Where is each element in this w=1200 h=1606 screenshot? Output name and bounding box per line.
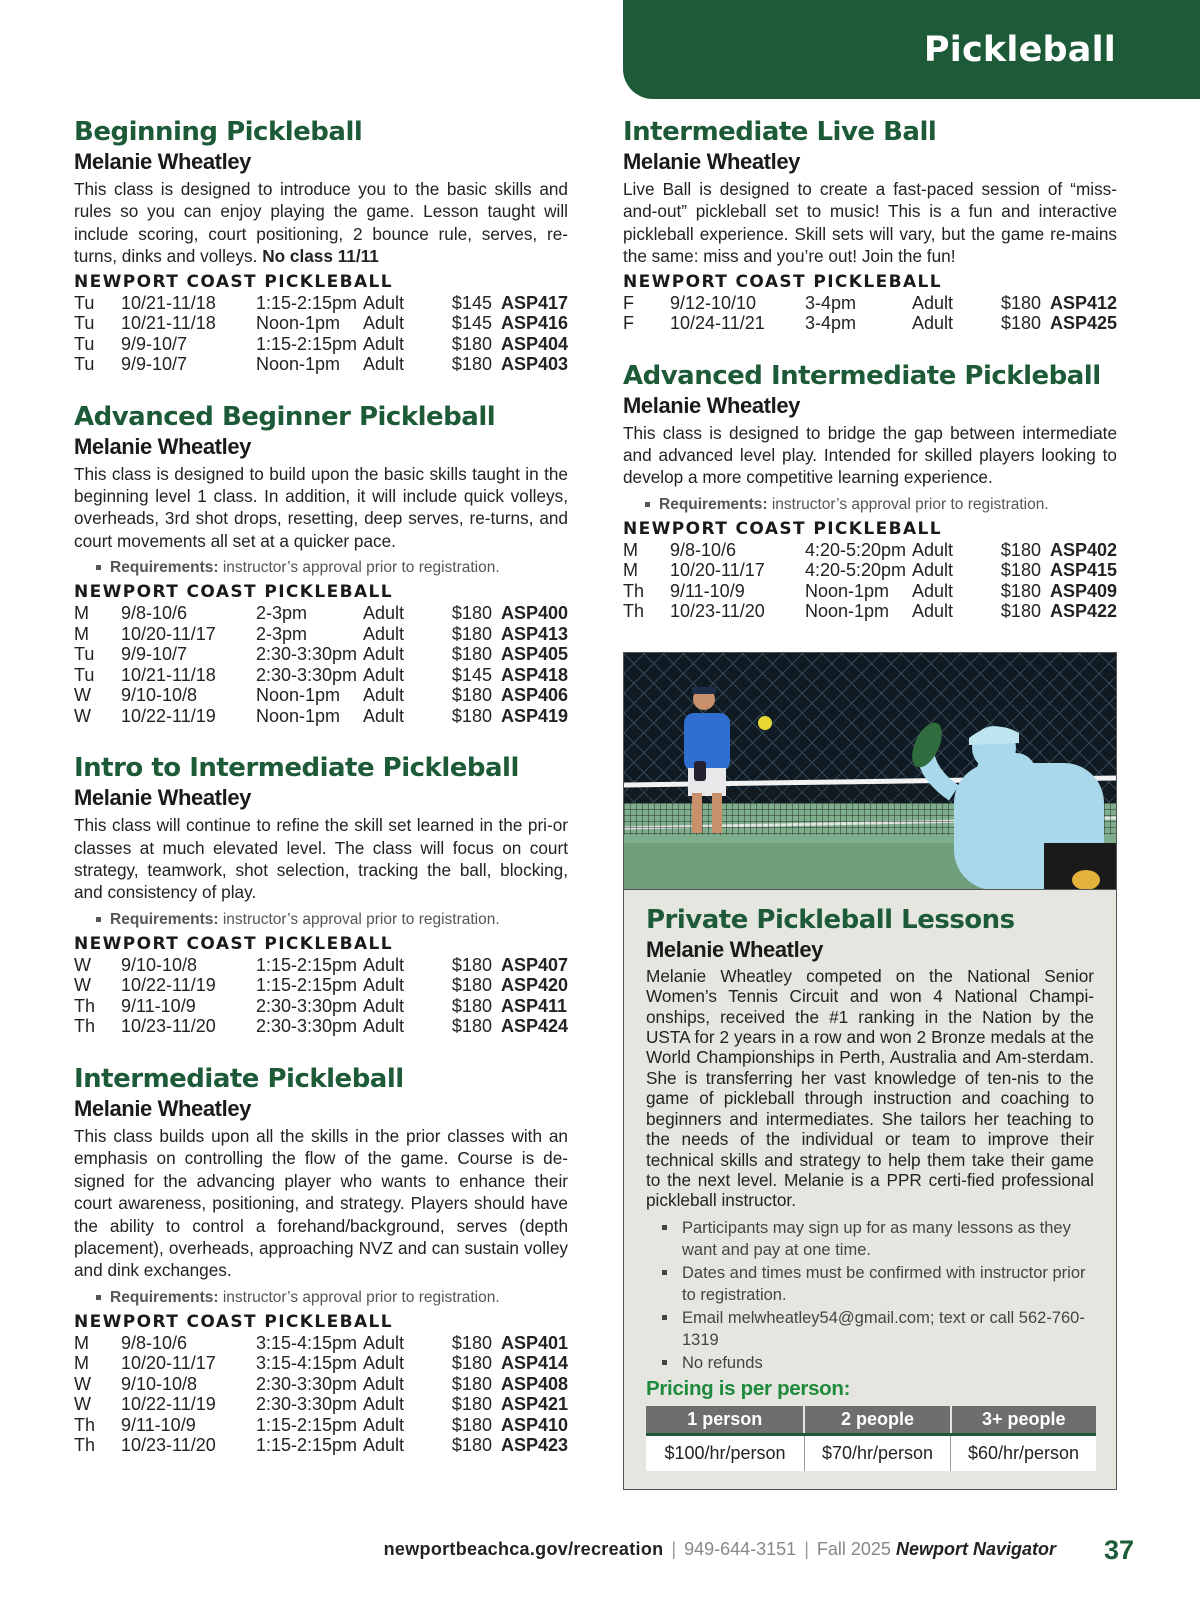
session-time: 3-4pm [804,313,856,334]
session-day: Tu [74,292,95,313]
requirements-note [98,558,568,578]
course-title: Intermediate Pickleball [74,1063,404,1094]
private-lessons-bullet: No refunds [660,1352,1094,1375]
session-day: W [74,685,91,706]
private-lessons-title: Private Pickleball Lessons [646,904,1015,935]
session-age: Adult [362,685,404,706]
session-dates: 9/9-10/7 [120,354,188,375]
session-code: ASP401 [500,1332,568,1353]
footer-separator: | [804,1539,809,1559]
session-time: Noon-1pm [255,354,341,375]
page-number: 37 [1103,1535,1134,1565]
requirements-label: Requirements: [110,1288,219,1306]
schedule-row [623,601,1117,622]
session-code: ASP419 [500,705,568,726]
schedule-row [74,1415,568,1436]
requirements-note [98,1288,568,1308]
session-age: Adult [362,995,404,1016]
session-fee: $180 [451,705,492,726]
schedule-row [623,313,1117,334]
instructor-name: Melanie Wheatley [74,433,251,459]
requirements-note [647,495,1117,515]
private-lessons-bullet: Dates and times must be confirmed with instructor prior to registration. [660,1262,1094,1307]
session-fee: $180 [451,354,492,375]
session-code: ASP424 [500,1016,568,1037]
session-day: Tu [74,354,95,375]
footer-website-link[interactable]: newportbeachca.gov/recreation [383,1539,664,1559]
session-fee: $180 [451,975,492,996]
course-description [74,463,568,553]
right-column [623,116,1117,1490]
session-age: Adult [911,580,953,601]
session-code: ASP407 [500,954,568,975]
session-day: M [74,623,89,644]
schedule-row [74,1435,568,1456]
session-time: Noon-1pm [804,580,890,601]
description-text: This class will continue to refine the skill set learned in the pri-or classes at much elevated level. The class will focus on court strategy, teamwork, shot selection, tracking the ball, blocking, and consistency of play. [74,815,568,903]
pricing-value: $60/hr/person [951,1434,1096,1471]
schedule-table [74,603,568,726]
session-fee: $145 [451,292,492,313]
session-fee: $180 [1000,560,1041,581]
requirements-label: Requirements: [659,495,768,513]
session-fee: $180 [451,1394,492,1415]
course-title: Intermediate Live Ball [623,117,937,147]
requirements-note [98,910,568,930]
course-description [74,814,568,904]
pricing-header: 2 people [804,1406,950,1434]
session-fee: $180 [451,995,492,1016]
session-code: ASP406 [500,685,568,706]
footer-magazine: Newport Navigator [895,1539,1056,1559]
session-age: Adult [362,292,404,313]
location-heading: NEWPORT COAST PICKLEBALL [74,271,393,292]
pricing-title: Pricing is per person: [646,1377,851,1401]
session-time: 1:15-2:15pm [255,1435,358,1456]
session-time: Noon-1pm [804,601,890,622]
session-fee: $180 [451,954,492,975]
session-dates: 10/22-11/19 [120,1394,216,1415]
course-section [74,752,568,1037]
session-day: M [74,1353,89,1374]
private-lessons-instructor: Melanie Wheatley [646,936,823,962]
session-dates: 10/23-11/20 [120,1016,216,1037]
session-fee: $180 [451,333,492,354]
session-code: ASP409 [1049,580,1117,601]
session-fee: $180 [451,1353,492,1374]
course-description [74,1125,568,1282]
session-code: ASP421 [500,1394,568,1415]
course-title: Advanced Intermediate Pickleball [623,360,1101,391]
session-age: Adult [362,1353,404,1374]
session-code: ASP412 [1049,292,1117,313]
session-dates: 10/21-11/18 [120,292,216,313]
session-time: Noon-1pm [255,705,341,726]
private-lessons-bullet: Participants may sign up for as many lessons as they want and pay at one time. [660,1217,1094,1262]
session-dates: 9/8-10/6 [120,1332,188,1353]
instructor-name: Melanie Wheatley [74,149,251,174]
session-time: 2:30-3:30pm [255,644,358,665]
schedule-table [623,293,1117,334]
schedule-row [74,975,568,996]
session-age: Adult [362,1435,404,1456]
course-description [623,178,1117,268]
session-dates: 10/21-11/18 [120,313,216,334]
left-column [74,116,568,1482]
description-text: Live Ball is designed to create a fast-paced session of “miss-and-out” pickleball set to music! This is a fun and interactive pickleball experience. Skill sets will vary, but the game re-mains the same: miss and you’re out! Join the fun! [623,179,1117,267]
session-time: Noon-1pm [255,313,341,334]
session-age: Adult [362,954,404,975]
schedule-row [74,665,568,686]
session-time: 4:20-5:20pm [804,560,907,581]
requirements-text: instructor’s approval prior to registration. [771,495,1049,513]
session-code: ASP422 [1049,601,1117,622]
schedule-table [74,955,568,1037]
session-day: Tu [74,644,95,665]
schedule-row [74,1016,568,1037]
course-section [74,116,568,375]
session-dates: 9/11-10/9 [120,1414,196,1435]
session-code: ASP403 [500,354,568,375]
page-footer [0,1535,1200,1565]
session-day: Tu [74,313,95,334]
footer-season: Fall 2025 [816,1539,891,1559]
instructor-name: Melanie Wheatley [74,785,251,811]
session-day: W [74,705,91,726]
session-age: Adult [362,705,404,726]
pricing-value: $70/hr/person [804,1434,950,1471]
session-age: Adult [362,975,404,996]
session-dates: 9/10-10/8 [120,685,198,706]
instructor-name: Melanie Wheatley [623,392,800,418]
session-fee: $180 [1000,580,1041,601]
schedule-row [74,644,568,665]
session-time: 2:30-3:30pm [255,664,358,685]
session-dates: 9/9-10/7 [120,333,188,354]
pricing-header: 1 person [646,1406,804,1434]
session-code: ASP402 [1049,539,1117,560]
session-code: ASP416 [500,313,568,334]
session-day: Th [623,580,645,601]
session-age: Adult [362,1332,404,1353]
section-header-tab [623,0,1200,99]
session-dates: 9/8-10/6 [669,539,737,560]
pricing-value: $100/hr/person [646,1434,804,1471]
session-day: W [74,1373,91,1394]
schedule-table [74,1333,568,1456]
schedule-row [74,1333,568,1354]
session-dates: 10/20-11/17 [669,560,765,581]
description-text: This class builds upon all the skills in the prior classes with an emphasis on controlling the flow of the game. Course is de-signed for the advancing player who wants to enhance their court awareness, positioning, and strategy. Players should have the ability to control a forehand/background, serves (depth placement), overheads, approaching NVZ and can sustain volley and dink exchanges. [74,1125,568,1281]
location-heading: NEWPORT COAST PICKLEBALL [623,518,942,539]
schedule-row [623,293,1117,314]
session-day: W [74,975,91,996]
schedule-row [74,354,568,375]
session-age: Adult [911,313,953,334]
session-code: ASP400 [500,603,568,624]
session-day: Th [74,995,96,1016]
session-fee: $145 [451,313,492,334]
requirements-text: instructor’s approval prior to registration. [222,1288,500,1306]
session-age: Adult [362,664,404,685]
session-age: Adult [362,1373,404,1394]
session-dates: 10/23-11/20 [120,1435,216,1456]
instructor-name: Melanie Wheatley [74,1095,251,1121]
schedule-table [74,293,568,375]
footer-separator: | [671,1539,677,1559]
session-age: Adult [911,560,953,581]
schedule-row [623,581,1117,602]
session-dates: 10/23-11/20 [669,601,765,622]
private-lessons-box [623,889,1117,1490]
session-fee: $180 [451,1435,492,1456]
schedule-row [74,1353,568,1374]
schedule-row [74,313,568,334]
description-text: This class is designed to introduce you to the basic skills and rules so you can enjoy playing the game. Lesson taught will include scoring, court positioning, 2 bounce rule, serves, re-turns, dinks and volleys. [74,179,568,267]
session-code: ASP404 [500,333,568,354]
session-day: F [623,292,634,313]
pricing-header: 3+ people [951,1406,1096,1434]
session-day: W [74,954,91,975]
session-fee: $180 [1000,539,1041,560]
session-time: 1:15-2:15pm [255,1414,358,1435]
session-code: ASP405 [500,644,568,665]
session-dates: 9/9-10/7 [120,644,188,665]
session-day: W [74,1394,91,1415]
session-time: 2:30-3:30pm [255,1016,358,1037]
session-age: Adult [911,601,953,622]
session-code: ASP418 [500,664,568,685]
session-time: 2:30-3:30pm [255,1394,358,1415]
session-age: Adult [911,539,953,560]
session-fee: $180 [451,1332,492,1353]
session-age: Adult [362,354,404,375]
schedule-row [74,996,568,1017]
location-heading: NEWPORT COAST PICKLEBALL [74,933,393,954]
session-time: Noon-1pm [255,685,341,706]
session-time: 1:15-2:15pm [255,333,358,354]
session-dates: 10/20-11/17 [120,1353,216,1374]
session-dates: 9/12-10/10 [669,292,757,313]
course-section [623,360,1117,622]
course-description [74,178,568,268]
session-dates: 10/22-11/19 [120,705,216,726]
course-title: Advanced Beginner Pickleball [74,401,496,432]
session-time: 2-3pm [255,603,307,624]
session-code: ASP413 [500,623,568,644]
schedule-row [74,706,568,727]
footer-phone: 949-644-3151 [684,1539,797,1559]
session-dates: 10/21-11/18 [120,664,216,685]
section-title: Pickleball [923,30,1116,70]
course-description [623,422,1117,489]
session-age: Adult [362,333,404,354]
instructor-name: Melanie Wheatley [623,149,800,174]
session-fee: $180 [1000,292,1041,313]
session-time: 3:15-4:15pm [255,1332,358,1353]
schedule-table [623,540,1117,622]
session-code: ASP417 [500,292,568,313]
session-day: Th [623,601,645,622]
session-age: Adult [362,603,404,624]
schedule-row [74,334,568,355]
session-dates: 9/8-10/6 [120,603,188,624]
session-fee: $180 [451,603,492,624]
session-time: 1:15-2:15pm [255,975,358,996]
schedule-row [74,293,568,314]
session-day: M [74,603,89,624]
session-fee: $180 [451,644,492,665]
session-fee: $180 [451,623,492,644]
session-code: ASP410 [500,1414,568,1435]
footer-line [384,1539,1056,1560]
schedule-row [74,685,568,706]
session-age: Adult [362,1394,404,1415]
private-lessons-bullet: Email melwheatley54@gmail.com; text or call 562-760-1319 [660,1307,1094,1352]
session-fee: $145 [451,664,492,685]
location-heading: NEWPORT COAST PICKLEBALL [74,1311,393,1332]
pricing-table [646,1406,1096,1471]
schedule-row [74,955,568,976]
description-text: This class is designed to build upon the basic skills taught in the beginning level 1 class. In addition, it will include quick volleys, overheads, 3rd shot drops, resetting, deep serves, re-turns, and court movements all set at a quicker pace. [74,463,568,551]
session-fee: $180 [1000,313,1041,334]
requirements-text: instructor’s approval prior to registration. [222,910,500,928]
session-time: 2:30-3:30pm [255,995,358,1016]
session-day: Tu [74,664,95,685]
course-title: Beginning Pickleball [74,117,363,147]
session-code: ASP420 [500,975,568,996]
session-day: M [623,560,638,581]
session-code: ASP408 [500,1373,568,1394]
session-code: ASP411 [500,995,568,1016]
session-code: ASP414 [500,1353,568,1374]
session-dates: 10/24-11/21 [669,313,765,334]
session-code: ASP415 [1049,560,1117,581]
session-day: F [623,313,634,334]
schedule-row [623,540,1117,561]
session-age: Adult [362,1016,404,1037]
class-note: No class 11/11 [262,246,379,267]
session-fee: $180 [451,1414,492,1435]
session-dates: 10/22-11/19 [120,975,216,996]
session-code: ASP425 [1049,313,1117,334]
session-time: 1:15-2:15pm [255,292,358,313]
session-time: 3-4pm [804,292,856,313]
session-fee: $180 [451,1016,492,1037]
session-dates: 10/20-11/17 [120,623,216,644]
schedule-row [74,1394,568,1415]
session-fee: $180 [451,1373,492,1394]
session-day: M [623,539,638,560]
course-section [623,116,1117,334]
session-day: Tu [74,333,95,354]
session-age: Adult [911,292,953,313]
session-fee: $180 [1000,601,1041,622]
location-heading: NEWPORT COAST PICKLEBALL [623,271,942,292]
private-lessons-description: Melanie Wheatley competed on the National Senior Women’s Tennis Circuit and won 4 National Champi-onships, received the #1 ranking in the Nation by the USTA for 2 years in a row and won 2 Bronze medals at the World Championships in Perth, Australia and Am-sterdam. She is transferring her vast knowledge of ten-nis to the game of pickleball through instruction and coaching to beginners and intermediates. She tailors her teaching to the needs of the individual or team to improve their technical skills and strategy to help them take their game to the next level. Melanie is a PPR certi-fied professional pickleball instructor. [646,965,1094,1211]
session-code: ASP423 [500,1435,568,1456]
session-age: Adult [362,1414,404,1435]
session-day: Th [74,1016,96,1037]
session-time: 3:15-4:15pm [255,1353,358,1374]
schedule-row [74,624,568,645]
pickleball-photo [623,652,1117,889]
session-day: M [74,1332,89,1353]
session-time: 4:20-5:20pm [804,539,907,560]
session-day: Th [74,1435,96,1456]
session-time: 1:15-2:15pm [255,954,358,975]
course-title: Intro to Intermediate Pickleball [74,753,519,784]
session-fee: $180 [451,685,492,706]
session-age: Adult [362,313,404,334]
session-age: Adult [362,644,404,665]
session-age: Adult [362,623,404,644]
requirements-text: instructor’s approval prior to registration. [222,559,500,577]
description-text: This class is designed to bridge the gap between intermediate and advanced level play. Intended for skilled players looking to develop a more competitive learning experience. [623,422,1117,488]
requirements-label: Requirements: [110,559,219,577]
requirements-label: Requirements: [110,910,219,928]
session-time: 2-3pm [255,623,307,644]
course-section [74,1063,568,1456]
session-time: 2:30-3:30pm [255,1373,358,1394]
session-dates: 9/10-10/8 [120,954,198,975]
session-dates: 9/10-10/8 [120,1373,198,1394]
session-dates: 9/11-10/9 [120,995,196,1016]
private-lessons-bullets [660,1217,1094,1375]
schedule-row [74,603,568,624]
course-section [74,401,568,727]
schedule-row [74,1374,568,1395]
location-heading: NEWPORT COAST PICKLEBALL [74,582,393,603]
session-dates: 9/11-10/9 [669,580,745,601]
schedule-row [623,560,1117,581]
session-day: Th [74,1414,96,1435]
